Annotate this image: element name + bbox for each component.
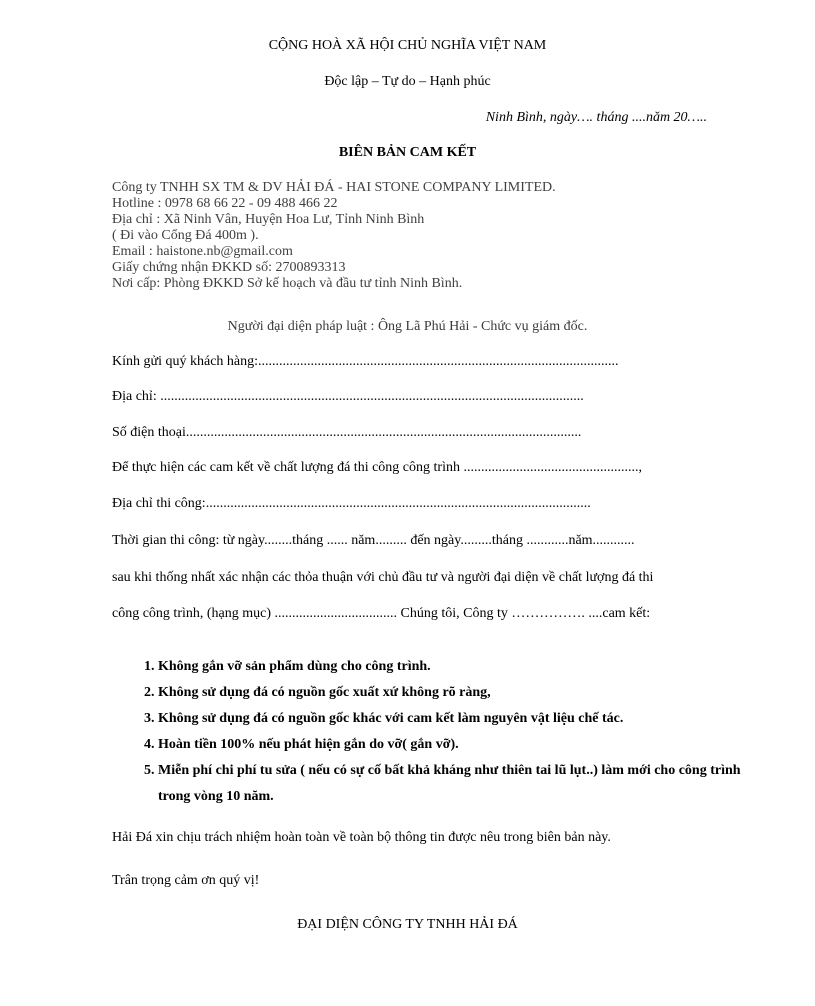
place-date: Ninh Bình, ngày…. tháng ....năm 20….. xyxy=(485,110,707,125)
commitment-item: 1. Không gắn vỡ sản phẩm dùng cho công trình. xyxy=(158,654,768,680)
company-name: Công ty TNHH SX TM & DV HẢI ĐÁ - HAI STONE COMPANY LIMITED. xyxy=(112,180,556,195)
company-directions: ( Đi vào Cổng Đá 400m ). xyxy=(112,228,259,243)
company-email: Email : haistone.nb@gmail.com xyxy=(112,244,293,259)
national-title: CỘNG HOÀ XÃ HỘI CHỦ NGHĨA VIỆT NAM xyxy=(268,38,547,53)
responsibility-statement: Hải Đá xin chịu trách nhiệm hoàn toàn về toàn bộ thông tin được nêu trong biên bản này. xyxy=(112,830,611,845)
legal-representative: Người đại diện pháp luật : Ông Lã Phú Hải - Chức vụ giám đốc. xyxy=(227,319,588,334)
commitment-item: 3. Không sử dụng đá có nguồn gốc khác với cam kết làm nguyên vật liệu chế tác. xyxy=(158,706,768,732)
commitment-item: 5. Miễn phí chi phí tu sửa ( nếu có sự cố bất khả kháng như thiên tai lũ lụt..) làm mới cho công trình trong vòng 10 năm. xyxy=(158,758,768,810)
signature-title: ĐẠI DIỆN CÔNG TY TNHH HẢI ĐÁ xyxy=(297,917,518,932)
commitment-item: 2. Không sử dụng đá có nguồn gốc xuất xứ không rõ ràng, xyxy=(158,680,768,706)
motto: Độc lập – Tự do – Hạnh phúc xyxy=(324,74,491,89)
thanks-line: Trân trọng cảm ơn quý vị! xyxy=(112,873,260,888)
customer-field: Kính gửi quý khách hàng:....................................................................................................... xyxy=(112,354,619,369)
address-field: Địa chỉ: ......................................................................................................................... xyxy=(112,389,584,404)
commitment-item: 4. Hoàn tiền 100% nếu phát hiện gắn do vỡ( gắn vỡ). xyxy=(158,732,768,758)
phone-field: Số điện thoại................................................................................................................. xyxy=(112,425,582,440)
company-info xyxy=(112,180,556,292)
agreement-line-1: sau khi thống nhất xác nhận các thỏa thuận với chủ đầu tư và người đại diện về chất lượng đá thi xyxy=(112,570,654,585)
company-address: Địa chỉ : Xã Ninh Vân, Huyện Hoa Lư, Tỉnh Ninh Bình xyxy=(112,212,425,227)
document-title: BIÊN BẢN CAM KẾT xyxy=(338,145,477,160)
commitment-list xyxy=(112,654,768,810)
agreement-line-2: công công trình, (hạng mục) ................................... Chúng tôi, Công ty ……………. ....cam kết: xyxy=(112,606,651,621)
schedule-field: Thời gian thi công: từ ngày........tháng ...... năm......... đến ngày.........tháng ............năm............ xyxy=(112,533,635,548)
company-hotline: Hotline : 0978 68 66 22 - 09 488 466 22 xyxy=(112,196,338,211)
company-license: Giấy chứng nhận ĐKKD số: 2700893313 xyxy=(112,260,346,275)
commitment-intro-field: Để thực hiện các cam kết về chất lượng đá thi công công trình .................................................., xyxy=(112,460,642,475)
company-issued-by: Nơi cấp: Phòng ĐKKD Sở kế hoạch và đầu tư tỉnh Ninh Bình. xyxy=(112,276,463,291)
site-address-field: Địa chỉ thi công:.............................................................................................................. xyxy=(112,496,591,511)
